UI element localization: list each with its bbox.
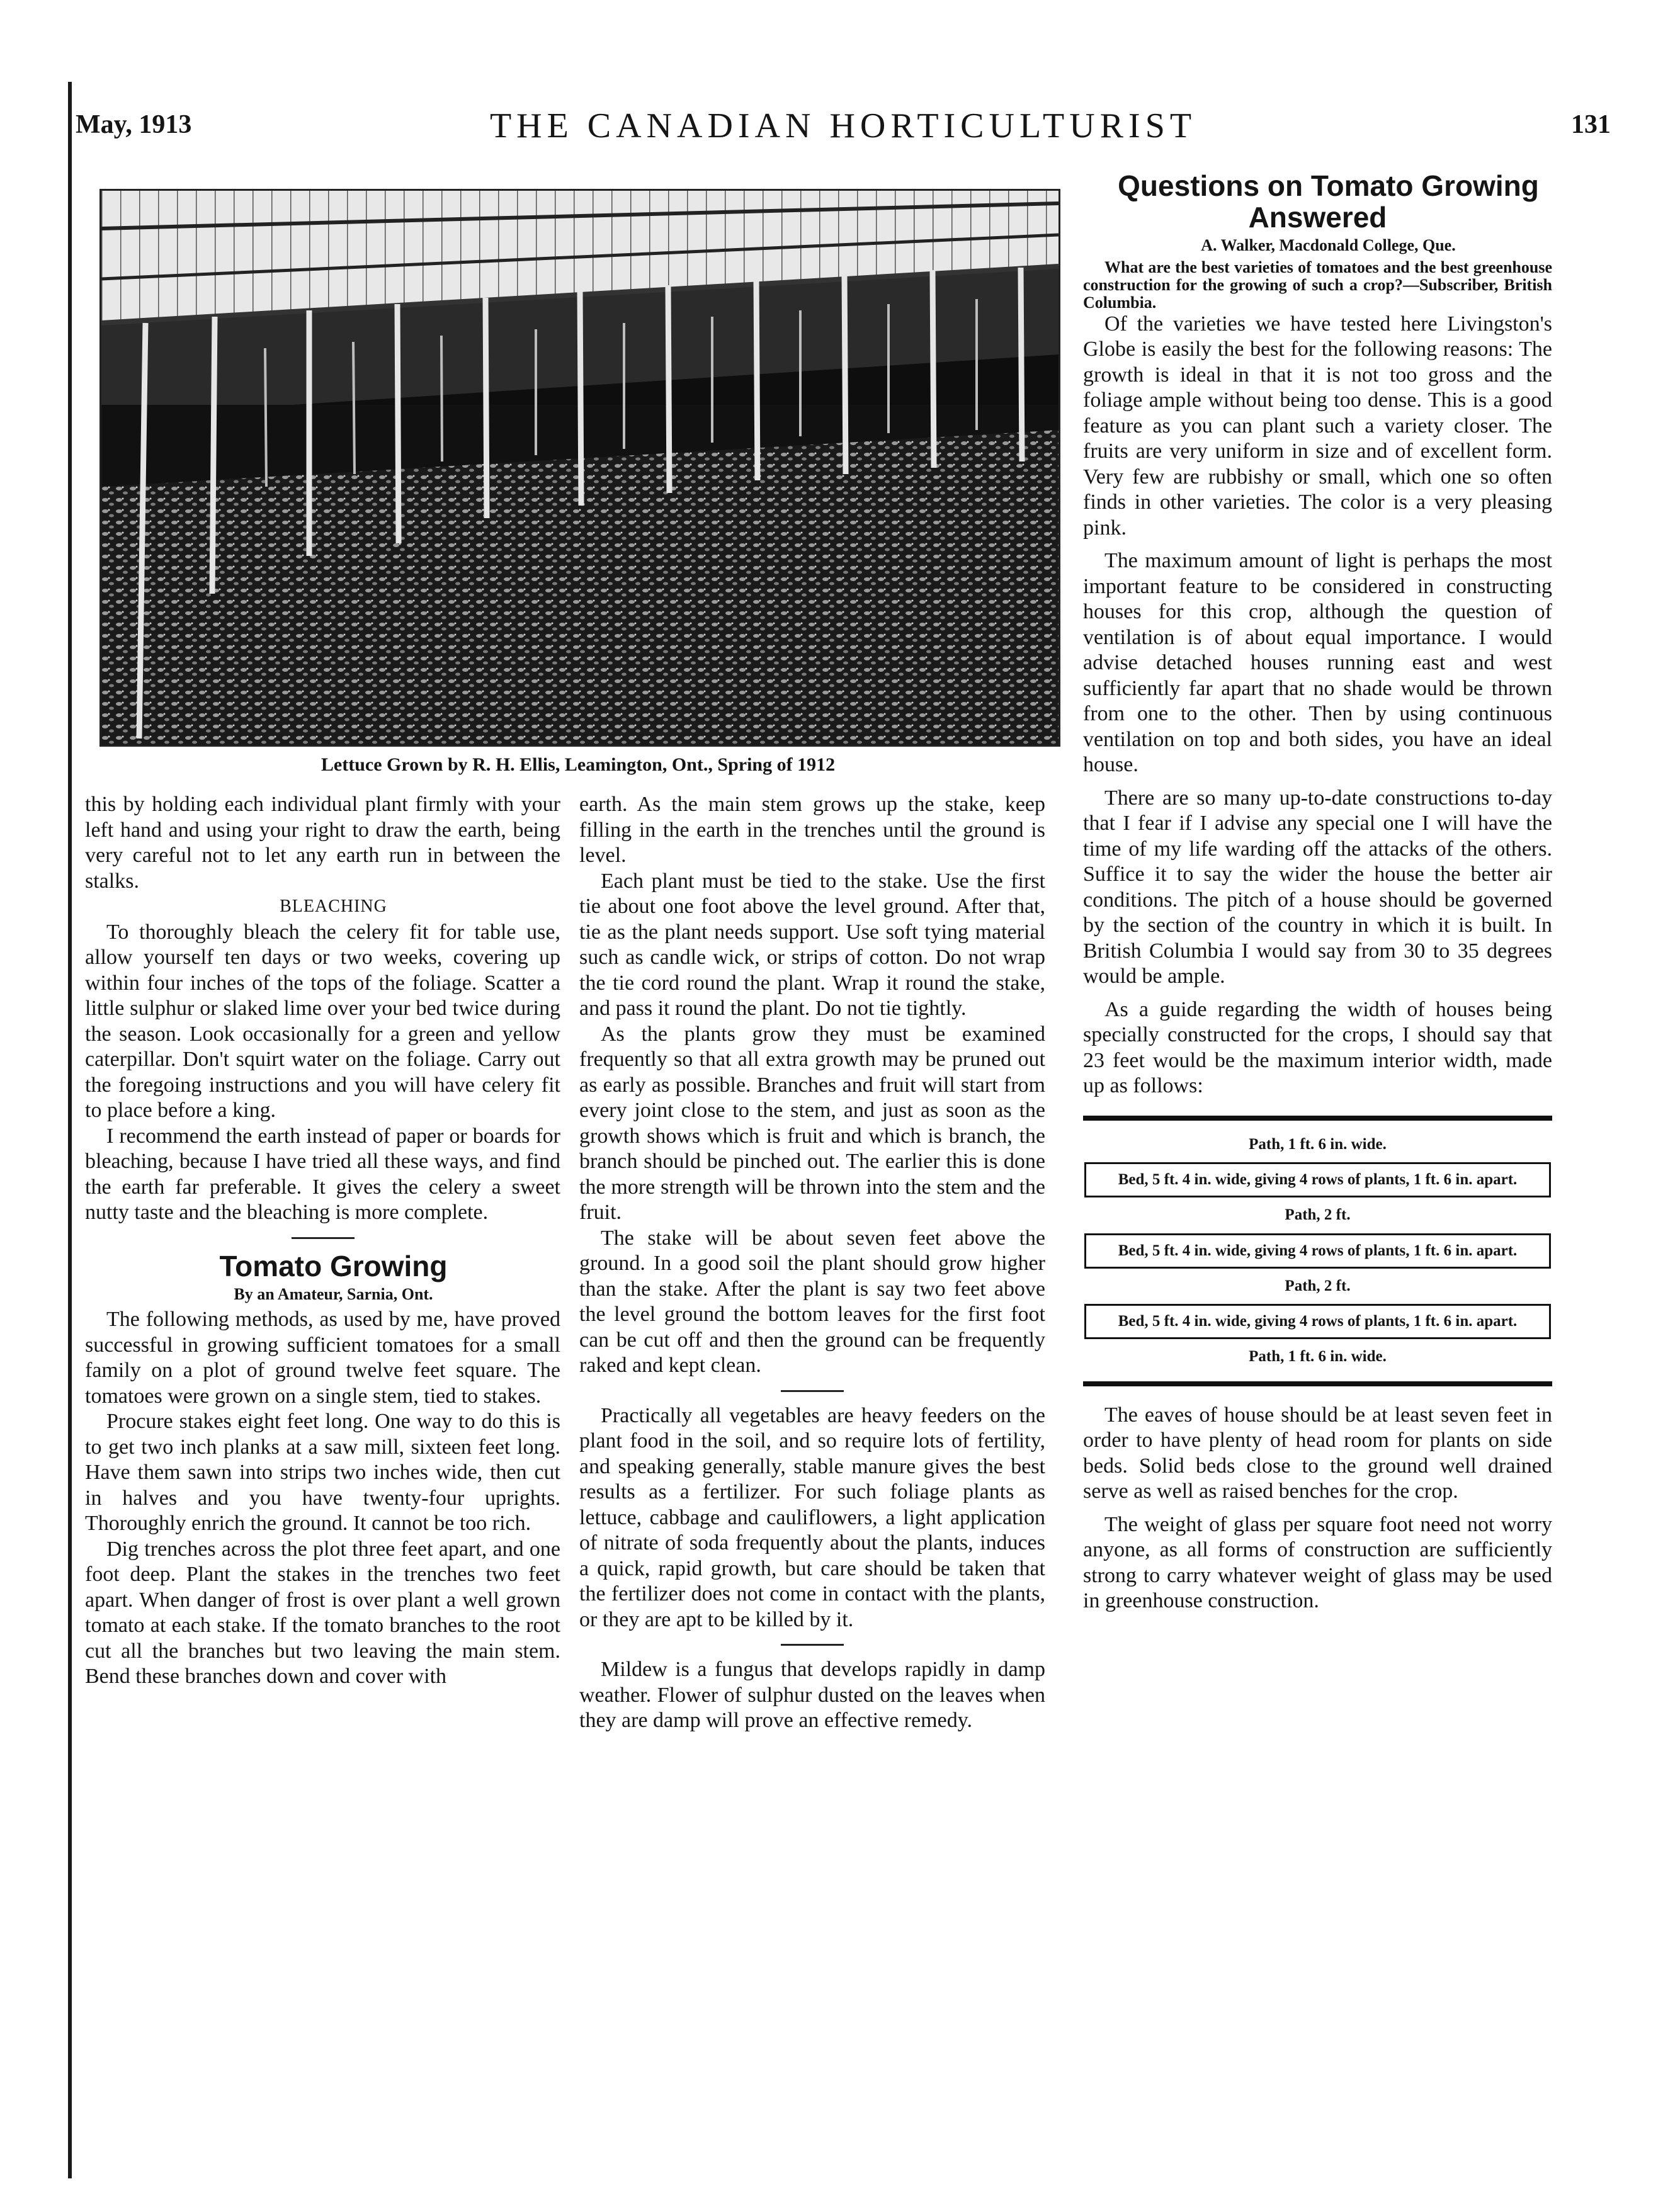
section-divider [781,1644,844,1646]
issue-date: May, 1913 [76,110,192,139]
section-divider [781,1390,844,1392]
running-header [76,106,1611,156]
page-number: 131 [1571,110,1611,139]
col1-paragraph-5: Procure stakes eight feet long. One way to do this is to get two inch planks at a saw mill, sixteen feet long. Have them sawn into strips two inches wide, then cut in halves and you have twenty-four uprights. Thoroughly enrich the ground. It cannot be too rich. [85,1410,560,1535]
col1-paragraph-3: I recommend the earth instead of paper or boards for bleaching, because I have tried all these ways, and find the earth far preferable. It gives the celery a sweet nutty taste and the bleaching is more complete. [85,1124,560,1224]
diagram-bed-3: Bed, 5 ft. 4 in. wide, giving 4 rows of plants, 1 ft. 6 in. apart. [1084,1304,1551,1339]
section-divider [292,1237,355,1239]
greenhouse-width-diagram [1083,1116,1552,1386]
col2-paragraph-3: As the plants grow they must be examined frequently so that all extra growth may be pruned out as early as possible. Branches and fruit will start from every joint close to the stem, and just as soon as the growth shows which is fruit and which is branch, the branch should be pinched out. The earlier this is done the more strength will be thrown into the stem and the fruit. [579,1022,1045,1224]
greenhouse-photo [99,189,1060,747]
col1-paragraph-2: To thoroughly bleach the celery fit for table use, allow yourself ten days or two weeks, covering up within four inches of the tops of the foliage. Scatter a little sulphur or slaked lime over your bed twice during the season. Look occasionally for a green and yellow caterpillar. Don't squirt water on the foliage. Carry out the foregoing instructions and you will have celery fit to place before a king. [85,920,560,1122]
diagram-path-3: Path, 2 ft. [1285,1277,1351,1294]
diagram-path-2: Path, 2 ft. [1285,1206,1351,1223]
questions-heading: Questions on Tomato Growing Answered [1118,169,1539,234]
col2-paragraph-6: Mildew is a fungus that develops rapidly in damp weather. Flower of sulphur dusted on the leaves when they are damp will prove an effective remedy. [579,1658,1045,1732]
col2-paragraph-5: Practically all vegetables are heavy feeders on the plant food in the soil, and so require lots of fertility, and speaking generally, stable manure gives the best results as a fertilizer. For such foliage plants as lettuce, cabbage and cauliflowers, a light application of nitrate of soda frequently about the plants, induces a quick, rapid growth, but care should be taken that the fertilizer does not come in contact with the plants, or they are apt to be killed by it. [579,1403,1045,1631]
reader-question: What are the best varieties of tomatoes and the best greenhouse construction for the growing of such a crop?—Subscriber, British Columbia. [1083,258,1552,312]
greenhouse-photo-image [101,191,1059,745]
diagram-bed-1: Bed, 5 ft. 4 in. wide, giving 4 rows of plants, 1 ft. 6 in. apart. [1084,1162,1551,1197]
col1-paragraph-6: Dig trenches across the plot three feet apart, and one foot deep. Plant the stakes in the trenches two feet apart. When danger of frost is over plant a well grown tomato at each stake. If the tomato branches to the root cut all the branches but two leaving the main stem. Bend these branches down and cover with [85,1537,560,1688]
diagram-bed-2: Bed, 5 ft. 4 in. wide, giving 4 rows of plants, 1 ft. 6 in. apart. [1084,1233,1551,1269]
col3-paragraph-3: There are so many up-to-date constructions to-day that I fear if I advise any special one I will have the time of my life warding off the attacks of the others. Suffice it to say the wider the house the better air conditions. The pitch of a house should be governed by the section of the country in which it is built. In British Columbia I would say from 30 to 35 degrees would be ample. [1083,786,1552,988]
column-3 [1083,170,1552,1614]
col2-paragraph-2: Each plant must be tied to the stake. Use the first tie about one foot above the level ground. After that, tie as the plant needs support. Use soft tying material such as candle wick, or strips of cotton. Do not wrap the tie cord round the plant. Wrap it round the stake, and pass it round the plant. Do not tie tightly. [579,869,1045,1020]
col3-paragraph-2: The maximum amount of light is perhaps the most important feature to be considered in constructing houses for this crop, although the question of ventilation is of about equal importance. I would advise detached houses running east and west sufficiently far apart that no shade would be thrown from one to the other. Then by using continuous ventilation on top and both sides, you have an ideal house. [1083,549,1552,776]
photo-caption: Lettuce Grown by R. H. Ellis, Leamington, Ont., Spring of 1912 [321,754,836,775]
col3-paragraph-6: The weight of glass per square foot need not worry anyone, as all forms of construction are sufficiently strong to carry whatever weight of glass may be used in greenhouse construction. [1083,1512,1552,1612]
bleaching-heading: BLEACHING [280,897,387,916]
column-2 [579,792,1045,1734]
page-left-edge-shadow [68,82,72,2178]
col2-paragraph-4: The stake will be about seven feet above the ground. In a good soil the plant should grow higher than the stake. After the plant is say two feet above the level ground the bottom leaves for the first foot can be cut off and then the ground can be frequently raked and kept clean. [579,1226,1045,1377]
questions-byline: A. Walker, Macdonald College, Que. [1201,236,1456,254]
col1-paragraph-1: this by holding each individual plant firmly with your left hand and using your right to draw the earth, being very careful not to let any earth run in between the stalks. [85,793,560,893]
col2-paragraph-1: earth. As the main stem grows up the stake, keep filling in the earth in the trenches until the ground is level. [579,793,1045,867]
diagram-path-1: Path, 1 ft. 6 in. wide. [1249,1135,1387,1153]
col1-paragraph-4: The following methods, as used by me, have proved successful in growing sufficient tomatoes for a small family on a plot of ground twelve feet square. The tomatoes were grown on a single stem, tied to stakes. [85,1308,560,1408]
col3-paragraph-5: The eaves of house should be at least seven feet in order to have plenty of head room for plants on side beds. Solid beds close to the ground well drained serve as well as raised benches for the crop. [1083,1403,1552,1503]
diagram-path-4: Path, 1 ft. 6 in. wide. [1249,1348,1387,1365]
col3-paragraph-1: Of the varieties we have tested here Livingston's Globe is easily the best for the following reasons: The growth is ideal in that it is not too gross and the foliage ample without being too dense. This is a good feature as you can plant such a variety closer. The fruits are very uniform in size and of excellent form. Very few are rubbishy or small, which one so often finds in other varieties. The color is a very pleasing pink. [1083,312,1552,540]
magazine-title: THE CANADIAN HORTICULTURIST [489,106,1197,145]
tomato-growing-byline: By an Amateur, Sarnia, Ont. [234,1284,433,1303]
tomato-growing-heading: Tomato Growing [219,1249,448,1282]
col3-paragraph-4: As a guide regarding the width of houses being specially constructed for the crops, I should say that 23 feet would be the maximum interior width, made up as follows: [1083,997,1552,1097]
column-1 [85,792,560,1690]
